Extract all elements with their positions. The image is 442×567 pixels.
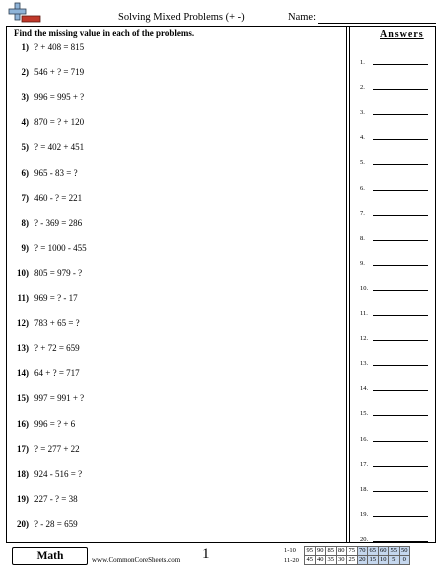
subject-label: Math [36, 550, 64, 562]
score-row1-label: 1-10 [284, 547, 296, 554]
answers-title: Answers [380, 29, 424, 40]
answer-blank[interactable] [373, 315, 428, 316]
problem-number: 12) [17, 318, 29, 329]
problem-number: 1) [21, 42, 29, 52]
answer-divider [346, 26, 350, 543]
problem-item [14, 117, 84, 131]
problem-equation: ? - 369 = 286 [34, 217, 83, 228]
problem-equation: ? - 28 = 659 [34, 518, 78, 529]
score-cell: 80 [338, 547, 345, 554]
answer-blank[interactable] [373, 64, 428, 65]
problem-equation: 924 - 516 = ? [34, 468, 83, 479]
score-cell: 90 [317, 547, 324, 554]
score-cell: 95 [306, 547, 313, 554]
problem-item [14, 92, 84, 106]
problem-equation: ? + 408 = 815 [34, 42, 85, 52]
answer-row[interactable] [360, 381, 432, 393]
worksheet-title: Solving Mixed Problems (+ -) [118, 12, 245, 23]
answer-row[interactable] [360, 331, 432, 343]
score-row [305, 547, 410, 556]
answer-number: 5. [360, 159, 365, 167]
problem-number: 5) [21, 142, 29, 153]
answer-blank[interactable] [373, 466, 428, 467]
answer-blank[interactable] [373, 541, 428, 542]
score-cell: 65 [369, 547, 376, 554]
problem-equation: ? = 1000 - 455 [34, 242, 87, 253]
problem-item [14, 444, 80, 458]
score-cell: 70 [359, 547, 366, 554]
answer-row[interactable] [360, 457, 432, 469]
answer-row[interactable] [360, 306, 432, 318]
answer-row[interactable] [360, 281, 432, 293]
problem-number: 11) [17, 293, 29, 303]
score-cell: 45 [306, 556, 313, 563]
problem-number: 6) [21, 167, 29, 178]
score-cell: 35 [327, 556, 334, 563]
math-logo-icon [8, 2, 42, 24]
problem-equation: 546 + ? = 719 [34, 67, 85, 78]
answer-blank[interactable] [373, 139, 428, 140]
problem-item [14, 42, 84, 56]
answer-blank[interactable] [373, 164, 428, 165]
answer-blank[interactable] [373, 390, 428, 391]
problem-number: 19) [17, 493, 29, 504]
problem-equation: 965 - 83 = ? [34, 167, 78, 178]
problem-number: 20) [17, 518, 29, 529]
problem-item [14, 343, 80, 357]
answer-row[interactable] [360, 256, 432, 268]
page-number: 1 [202, 546, 210, 562]
score-row2-label: 11-20 [284, 557, 299, 564]
score-cell: 15 [369, 556, 376, 563]
answer-number: 20. [360, 535, 369, 543]
problem-number: 15) [17, 393, 29, 404]
score-cell: 60 [380, 547, 387, 554]
answer-row[interactable] [360, 105, 432, 117]
problem-number: 17) [17, 443, 29, 454]
answer-number: 14. [360, 385, 369, 393]
problem-item [14, 419, 75, 433]
answer-number: 13. [360, 360, 369, 368]
problem-item [14, 218, 82, 232]
score-cell: 85 [327, 547, 334, 554]
answer-blank[interactable] [373, 340, 428, 341]
problem-item [14, 393, 84, 407]
problem-item [14, 494, 78, 508]
answer-blank[interactable] [373, 415, 428, 416]
answer-row[interactable] [360, 80, 432, 92]
answer-number: 6. [360, 184, 365, 192]
problem-item [14, 193, 82, 207]
score-cell: 50 [401, 547, 408, 554]
problem-equation: 783 + 65 = ? [34, 318, 80, 329]
answer-number: 3. [360, 109, 365, 117]
problem-equation: 969 = ? - 17 [34, 293, 78, 303]
answer-number: 15. [360, 410, 369, 418]
answer-number: 1. [360, 59, 365, 66]
problem-number: 4) [21, 117, 29, 128]
answer-row[interactable] [360, 231, 432, 243]
score-cell: 75 [348, 547, 355, 554]
answer-row[interactable] [360, 532, 432, 544]
answer-number: 18. [360, 485, 369, 493]
name-line[interactable] [318, 23, 436, 24]
score-cell: 0 [399, 556, 410, 565]
score-row [305, 556, 410, 565]
problem-equation: 64 + ? = 717 [34, 368, 80, 379]
answer-row[interactable] [360, 206, 432, 218]
answer-number: 11. [360, 310, 368, 317]
problem-equation: 460 - ? = 221 [34, 192, 83, 203]
problem-equation: 996 = 995 + ? [34, 92, 85, 103]
answer-blank[interactable] [373, 441, 428, 442]
answer-blank[interactable] [373, 365, 428, 366]
answer-row[interactable] [360, 55, 432, 67]
answer-row[interactable] [360, 507, 432, 519]
problem-number: 16) [17, 418, 29, 429]
score-table [304, 546, 410, 565]
problem-equation: 805 = 979 - ? [34, 267, 83, 278]
problem-number: 18) [17, 468, 29, 479]
answer-blank[interactable] [373, 290, 428, 291]
answer-number: 19. [360, 510, 369, 518]
problem-equation: 227 - ? = 38 [34, 493, 78, 504]
problem-number: 13) [17, 343, 29, 354]
instructions: Find the missing value in each of the problems. [14, 28, 195, 38]
problem-equation: 996 = ? + 6 [34, 418, 76, 429]
answer-row[interactable] [360, 406, 432, 418]
score-cell: 40 [317, 556, 324, 563]
answer-number: 2. [360, 84, 365, 92]
answer-blank[interactable] [373, 265, 428, 266]
answer-number: 7. [360, 209, 365, 217]
site-url: www.CommonCoreSheets.com [92, 556, 181, 564]
score-cell: 25 [348, 556, 355, 563]
answer-row[interactable] [360, 432, 432, 444]
answer-row[interactable] [360, 155, 432, 167]
score-cell: 5 [389, 556, 400, 565]
answer-number: 10. [360, 284, 369, 292]
answer-blank[interactable] [373, 114, 428, 115]
answer-row[interactable] [360, 130, 432, 142]
answer-blank[interactable] [373, 240, 428, 241]
problem-number: 9) [21, 242, 29, 253]
answer-number: 9. [360, 259, 365, 267]
name-label: Name: [288, 12, 316, 23]
problem-equation: ? = 402 + 451 [34, 142, 85, 153]
answer-number: 12. [360, 335, 369, 343]
score-cell: 30 [338, 556, 345, 563]
score-cell: 20 [359, 556, 366, 563]
problem-item [14, 293, 78, 307]
answer-number: 4. [360, 134, 365, 142]
answer-row[interactable] [360, 181, 432, 193]
problem-item [14, 168, 78, 182]
problem-item [14, 469, 82, 483]
problem-number: 10) [17, 267, 29, 278]
score-cell: 55 [390, 547, 397, 554]
score-cell: 10 [380, 556, 387, 563]
problem-number: 7) [21, 192, 29, 203]
problem-number: 8) [21, 217, 29, 228]
problem-number: 3) [21, 92, 29, 103]
problem-equation: 870 = ? + 120 [34, 117, 85, 128]
answer-row[interactable] [360, 356, 432, 368]
problem-equation: ? = 277 + 22 [34, 443, 80, 454]
answer-number: 16. [360, 435, 369, 443]
answer-number: 17. [360, 460, 369, 468]
problem-item [14, 243, 87, 257]
problem-item [14, 268, 82, 282]
answer-row[interactable] [360, 482, 432, 494]
answer-blank[interactable] [373, 491, 428, 492]
problem-item [14, 368, 80, 382]
problem-item [14, 519, 78, 533]
problem-number: 14) [17, 368, 29, 379]
answer-blank[interactable] [373, 215, 428, 216]
problem-number: 2) [21, 67, 29, 78]
answer-blank[interactable] [373, 89, 428, 90]
problem-item [14, 67, 84, 81]
problem-item [14, 142, 84, 156]
problem-item [14, 318, 80, 332]
problem-equation: 997 = 991 + ? [34, 393, 85, 404]
answer-blank[interactable] [373, 190, 428, 191]
problem-equation: ? + 72 = 659 [34, 343, 80, 354]
answer-blank[interactable] [373, 516, 428, 517]
answer-number: 8. [360, 234, 365, 242]
